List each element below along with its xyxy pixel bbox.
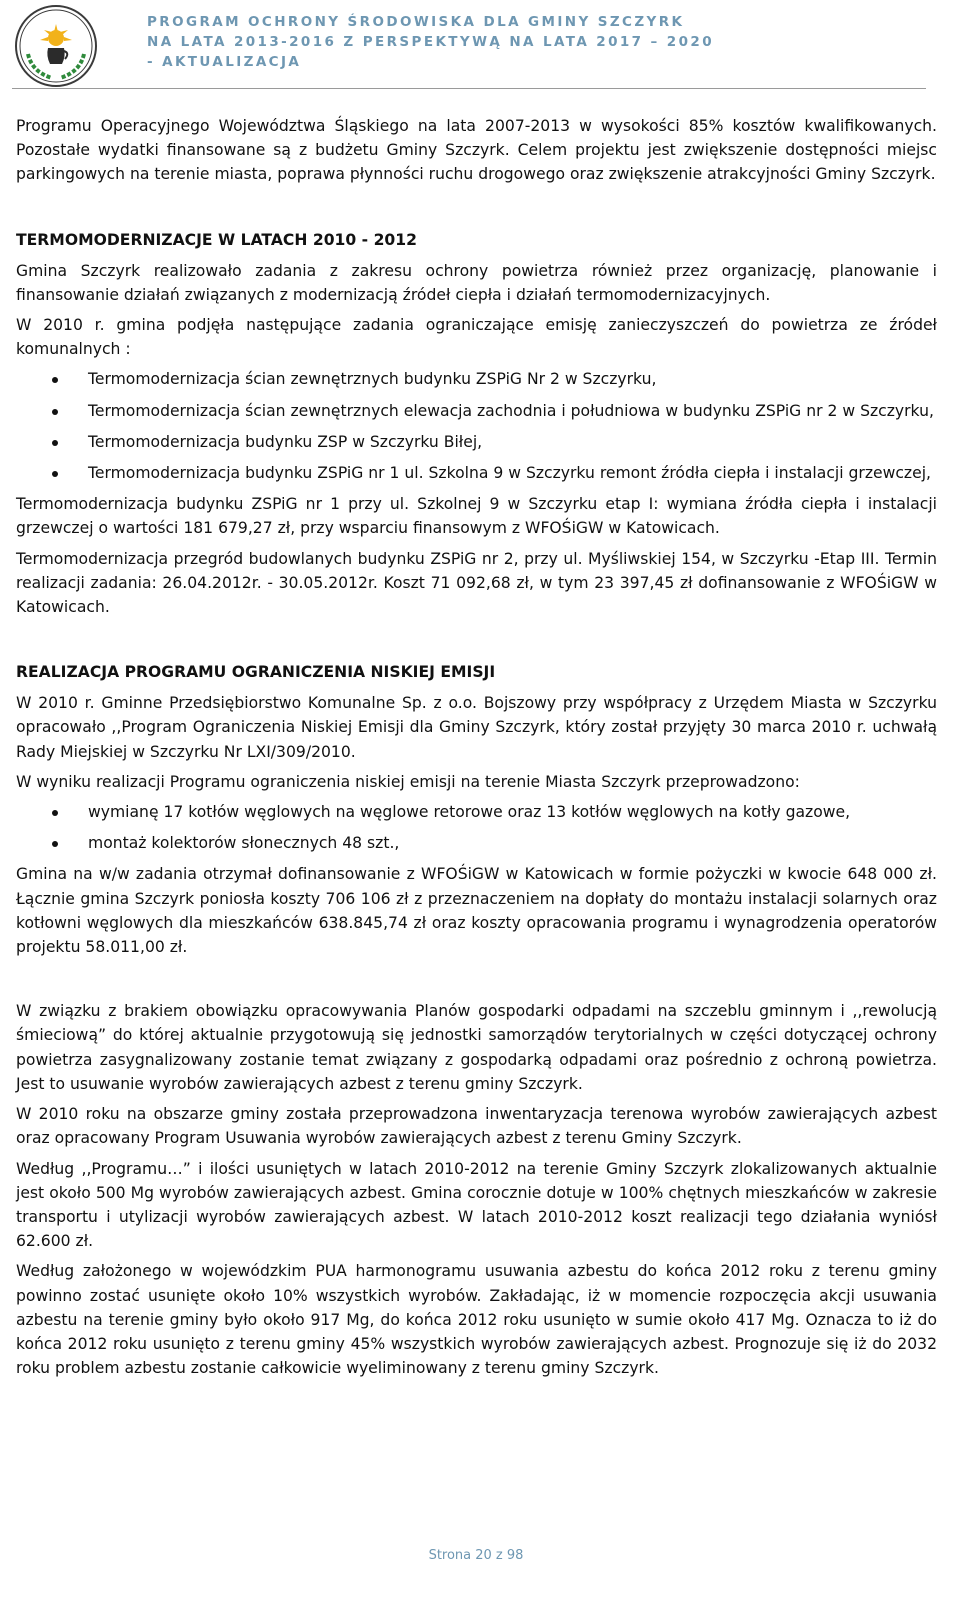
page-number: Strona 20 z 98: [428, 1548, 524, 1563]
list-item-text: montaż kolektorów słonecznych 48 szt.,: [88, 834, 400, 853]
bullet-icon: [52, 810, 58, 816]
list-item: [16, 461, 937, 485]
list-item-text: Termomodernizacja budynku ZSPiG nr 1 ul. Szkolna 9 w Szczyrku remont źródła ciepła i instalacji grzewczej,: [88, 464, 932, 483]
header-rule: [12, 88, 926, 89]
list-item: [16, 831, 937, 855]
list-item-text: Termomodernizacja ścian zewnętrznych budynku ZSPiG Nr 2 w Szczyrku,: [88, 370, 657, 389]
section3-paragraph-3: Według ,,Programu…” i ilości usuniętych w latach 2010-2012 na terenie Gminy Szczyrk zlokalizowanych aktualnie jest około 500 Mg wyrobów zawierających azbest. Gmina corocznie dotuje w 100% chętnych mieszkańców w zakresie transportu i utylizacji wyrobów zawierających azbest. W latach 2010-2012 koszt realizacji tego działania wyniósł 62.600 zł.: [16, 1159, 937, 1251]
list-item: [16, 399, 937, 423]
section2-paragraph-2: W wyniku realizacji Programu ograniczenia niskiej emisji na terenie Miasta Szczyrk przeprowadzono:: [16, 772, 800, 791]
list-item: [16, 800, 937, 824]
section1-bullet-list: [16, 367, 937, 485]
section1-paragraph-4: Termomodernizacja przegród budowlanych budynku ZSPiG nr 2, przy ul. Myśliwskiej 154, w Szczyrku -Etap III. Termin realizacji zadania: 26.04.2012r. - 30.05.2012r. Koszt 71 092,68 zł, w tym 23 397,45 zł dofinansowanie z WFOŚiGW w Katowicach.: [16, 549, 937, 617]
document-title: [147, 12, 714, 72]
bullet-icon: [52, 841, 58, 847]
section3-paragraph-4: Według założonego w wojewódzkim PUA harmonogramu usuwania azbestu do końca 2012 roku z terenu gminy powinno zostać usunięte około 10% wszystkich wyrobów. Zakładając, iż w momencie rozpoczęcia akcji usuwania azbestu na terenie gminy było około 917 Mg, do końca 2012 roku usunięto w sumie około 417 Mg. Oznacza to iż do końca 2012 roku usunięto z terenu gminy 45% wszystkich wyrobów zawierających azbest. Prognozuje się iż do 2032 roku problem azbestu zostanie całkowicie wyeliminowany z terenu gminy Szczyrk.: [16, 1262, 937, 1378]
section2-paragraph-3: Gmina na w/w zadania otrzymał dofinansowanie z WFOŚiGW w Katowicach w formie pożyczki w kwocie 648 000 zł. Łącznie gmina Szczyrk poniosła koszty 706 106 zł z przeznaczeniem na dopłaty do montażu instalacji solarnych oraz kotłowni węglowych dla mieszkańców 638.845,74 zł oraz koszty opracowania programu i wynagrodzenia operatorów projektu 58.011,00 zł.: [16, 865, 937, 957]
title-line-3: - AKTUALIZACJA: [147, 54, 302, 70]
section-heading-termomodernizacje: TERMOMODERNIZACJE W LATACH 2010 - 2012: [16, 230, 417, 249]
section2-bullet-list: [16, 800, 937, 855]
section-heading-niska-emisja: REALIZACJA PROGRAMU OGRANICZENIA NISKIEJ EMISJI: [16, 663, 496, 682]
section1-paragraph-3: Termomodernizacja budynku ZSPiG nr 1 przy ul. Szkolnej 9 w Szczyrku etap I: wymiana źródła ciepła i instalacji grzewczej o wartości 181 679,27 zł, przy wsparciu finansowym z WFOŚiGW w Katowicach.: [16, 495, 937, 538]
bullet-icon: [52, 440, 58, 446]
bullet-icon: [52, 377, 58, 383]
section1-paragraph-1: Gmina Szczyrk realizowało zadania z zakresu ochrony powietrza również przez organizację, planowanie i finansowanie działań związanych z modernizacją źródeł ciepła i działań termomodernizacyjnych.: [16, 261, 937, 304]
section1-paragraph-2: W 2010 r. gmina podjęła następujące zadania ograniczające emisję zanieczyszczeń do powietrza ze źródeł komunalnych :: [16, 316, 937, 359]
title-line-2: NA LATA 2013-2016 Z PERSPEKTYWĄ NA LATA 2017 – 2020: [147, 34, 714, 50]
list-item-text: wymianę 17 kotłów węglowych na węglowe retorowe oraz 13 kotłów węglowych na kotły gazowe,: [88, 803, 851, 822]
intro-paragraph: Programu Operacyjnego Województwa Śląskiego na lata 2007-2013 w wysokości 85% kosztów kwalifikowanych. Pozostałe wydatki finansowane są z budżetu Gminy Szczyrk. Celem projektu jest zwiększenie dostępności miejsc parkingowych na terenie miasta, poprawa płynności ruchu drogowego oraz zwiększenie atrakcyjności Gminy Szczyrk.: [16, 117, 937, 184]
section3-paragraph-2: W 2010 roku na obszarze gminy została przeprowadzona inwentaryzacja terenowa wyrobów zawierających azbest oraz opracowany Program Usuwania wyrobów zawierających azbest z terenu Gminy Szczyrk.: [16, 1105, 937, 1148]
section2-paragraph-1: W 2010 r. Gminne Przedsiębiorstwo Komunalne Sp. z o.o. Bojszowy przy współpracy z Urzędem Miasta w Szczyrku opracowało ,,Program Ograniczenia Niskiej Emisji dla Gminy Szczyrk, który został przyjęty 30 marca 2010 r. uchwałą Rady Miejskiej w Szczyrku Nr LXI/309/2010.: [16, 694, 937, 761]
bullet-icon: [52, 471, 58, 477]
page-header: [0, 0, 960, 92]
logo-emblem-icon: [12, 4, 100, 88]
bullet-icon: [52, 409, 58, 415]
page-content: [16, 114, 937, 1386]
list-item: [16, 367, 937, 391]
list-item-text: Termomodernizacja budynku ZSP w Szczyrku Biłej,: [88, 432, 483, 451]
section3-paragraph-1: W związku z brakiem obowiązku opracowywania Planów gospodarki odpadami na szczeblu gminnym i ,,rewolucją śmieciową” do której aktualnie przygotowują się jednostki samorządów terytorialnych w części dotyczącej ochrony powietrza zasygnalizowany zostanie temat związany z gospodarką odpadami oraz pośrednio z ochroną powietrza. Jest to usuwanie wyrobów zawierających azbest z terenu gminy Szczyrk.: [16, 1002, 937, 1093]
szczyrk-logo: [12, 4, 100, 88]
list-item-text: Termomodernizacja ścian zewnętrznych elewacja zachodnia i południowa w budynku ZSPiG nr 2 w Szczyrku,: [88, 401, 934, 420]
list-item: [16, 430, 937, 454]
title-line-1: PROGRAM OCHRONY ŚRODOWISKA DLA GMINY SZCZYRK: [147, 14, 685, 30]
